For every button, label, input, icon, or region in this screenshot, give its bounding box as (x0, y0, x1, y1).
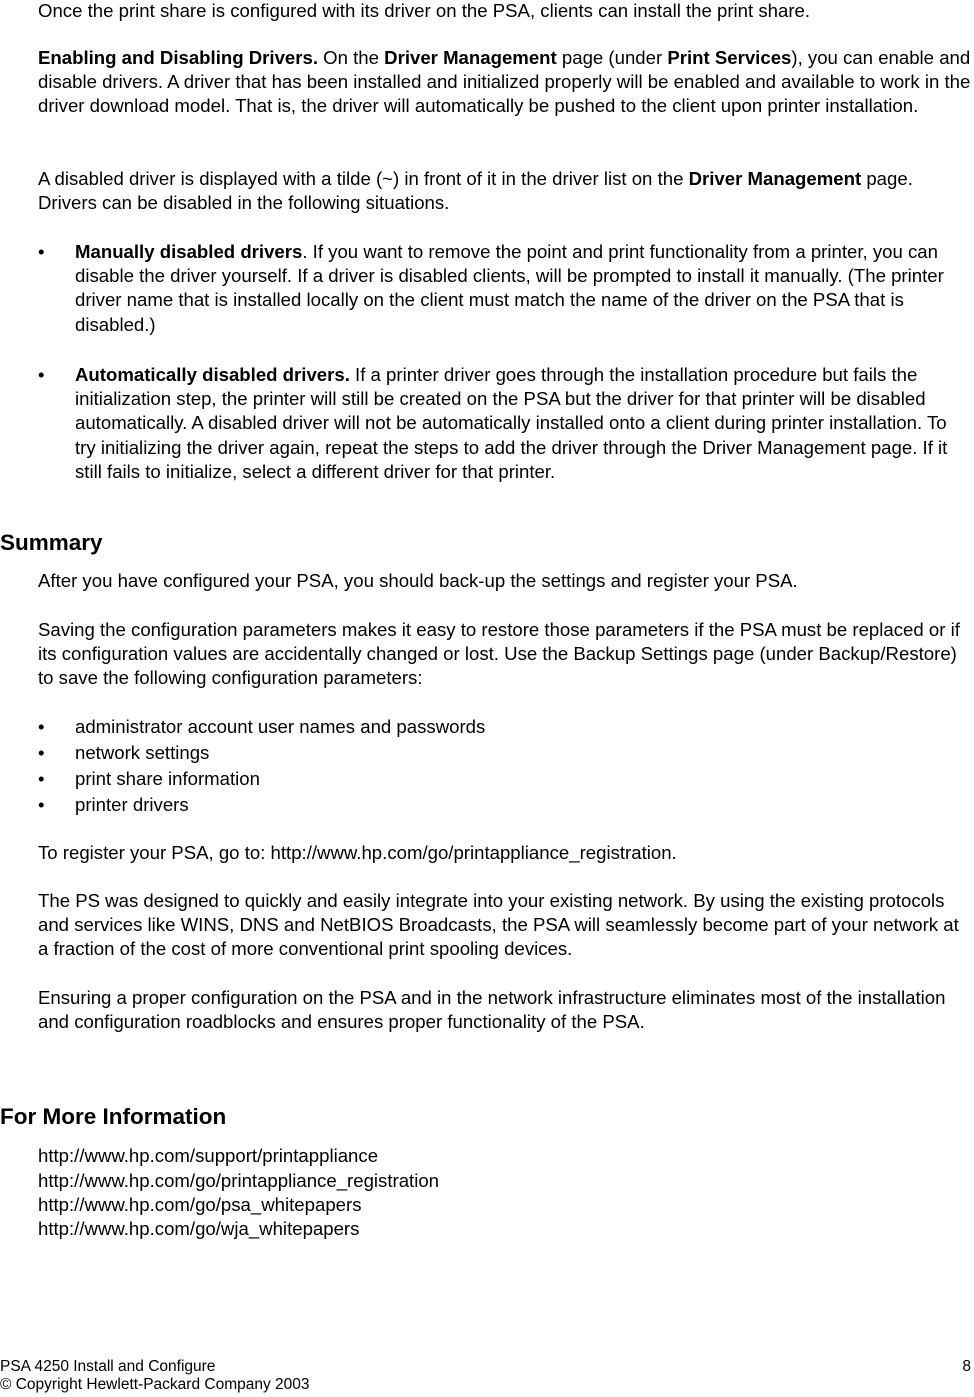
list-item-text: network settings (75, 742, 210, 763)
bullet-mark: • (38, 241, 45, 262)
list-item-text: print share information (75, 768, 260, 789)
link-wja-whitepapers[interactable]: http://www.hp.com/go/wja_whitepapers (38, 1218, 360, 1239)
disabled-text-2: page. Drivers can be disabled in the following situations. (38, 168, 913, 214)
link-psa-whitepapers[interactable]: http://www.hp.com/go/psa_whitepapers (38, 1194, 362, 1215)
footer-title: PSA 4250 Install and Configure (0, 1358, 216, 1375)
bullet-mark: • (38, 794, 45, 815)
bullet-body: . If you want to remove the point and print functionality from a printer, you can disable the driver yourself. If a driver is disabled clients, will be prompted to install it manually. (The printer driver name that is installed locally on the client must match the name of the driver on the PSA that is disabled.) (75, 241, 944, 335)
disabled-text-1: A disabled driver is displayed with a tilde (~) in front of it in the driver list on the (38, 168, 689, 189)
enabling-bold-print-services: Print Services (667, 47, 792, 68)
enabling-text-3: ), you can enable and disable drivers. A driver that has been installed and initialized properly will be enabled and available to work in the driver download model. That is, the driver will automatically be pushed to the client upon printer installation. (38, 47, 971, 117)
link-printappliance-registration[interactable]: http://www.hp.com/go/printappliance_registration (38, 1170, 440, 1191)
bullet-lead: Automatically disabled drivers. (75, 364, 350, 385)
bullet-mark: • (38, 742, 45, 763)
bullet-text (75, 240, 972, 337)
link-support-printappliance[interactable]: http://www.hp.com/support/printappliance (38, 1145, 379, 1166)
more-info-heading: For More Information (0, 1104, 227, 1129)
enabling-text-1: On the (318, 47, 385, 68)
bullet-mark: • (38, 768, 45, 789)
registration-paragraph: To register your PSA, go to: http://www.hp.com/go/printappliance_registration. (38, 842, 677, 863)
proper-configuration-paragraph: Ensuring a proper configuration on the PSA and in the network infrastructure eliminates most of the installation and configuration roadblocks and ensures proper functionality of the PSA. (38, 987, 946, 1033)
summary-heading: Summary (0, 530, 103, 555)
intro-paragraph (38, 0, 972, 23)
list-item-text: printer drivers (75, 794, 189, 815)
bullet-mark: • (38, 364, 45, 385)
enabling-text-2: page (under (556, 47, 668, 68)
enabling-bold-driver-management: Driver Management (384, 47, 557, 68)
summary-paragraph-1: After you have configured your PSA, you should back-up the settings and register your PSA. (38, 570, 798, 591)
page-number: 8 (962, 1358, 971, 1375)
summary-paragraph-2: Saving the configuration parameters makes it easy to restore those parameters if the PSA must be replaced or if its configuration values are accidentally changed or lost. Use the Backup Settings page (under Backup/Restore) to save the following configuration parameters: (38, 619, 960, 689)
bullet-lead: Manually disabled drivers (75, 241, 303, 262)
enabling-lead: Enabling and Disabling Drivers. (38, 47, 318, 68)
footer-copyright: © Copyright Hewlett-Packard Company 2003 (0, 1376, 310, 1393)
enabling-drivers-paragraph (38, 46, 972, 119)
disabled-bold-driver-management: Driver Management (688, 168, 862, 189)
list-item-text: administrator account user names and passwords (75, 716, 486, 737)
bullet-body: If a printer driver goes through the installation procedure but fails the initialization step, the printer will still be created on the PSA but the driver for that printer will be disabled automatically. A disabled driver will not be automatically installed onto a client during printer installation. To try initializing the driver again, repeat the steps to add the driver through the Driver Management page. If it still fails to initialize, select a different driver for that printer. (75, 364, 948, 482)
intro-text: Once the print share is configured with its driver on the PSA, clients can install the print share. (38, 0, 811, 21)
bullet-mark: • (38, 716, 45, 737)
bullet-text (75, 363, 972, 484)
disabled-driver-paragraph (38, 167, 972, 215)
network-integration-paragraph: The PS was designed to quickly and easily integrate into your existing network. By using the existing protocols and services like WINS, DNS and NetBIOS Broadcasts, the PSA will seamlessly become part of your network at a fraction of the cost of more conventional print spooling devices. (38, 890, 959, 960)
